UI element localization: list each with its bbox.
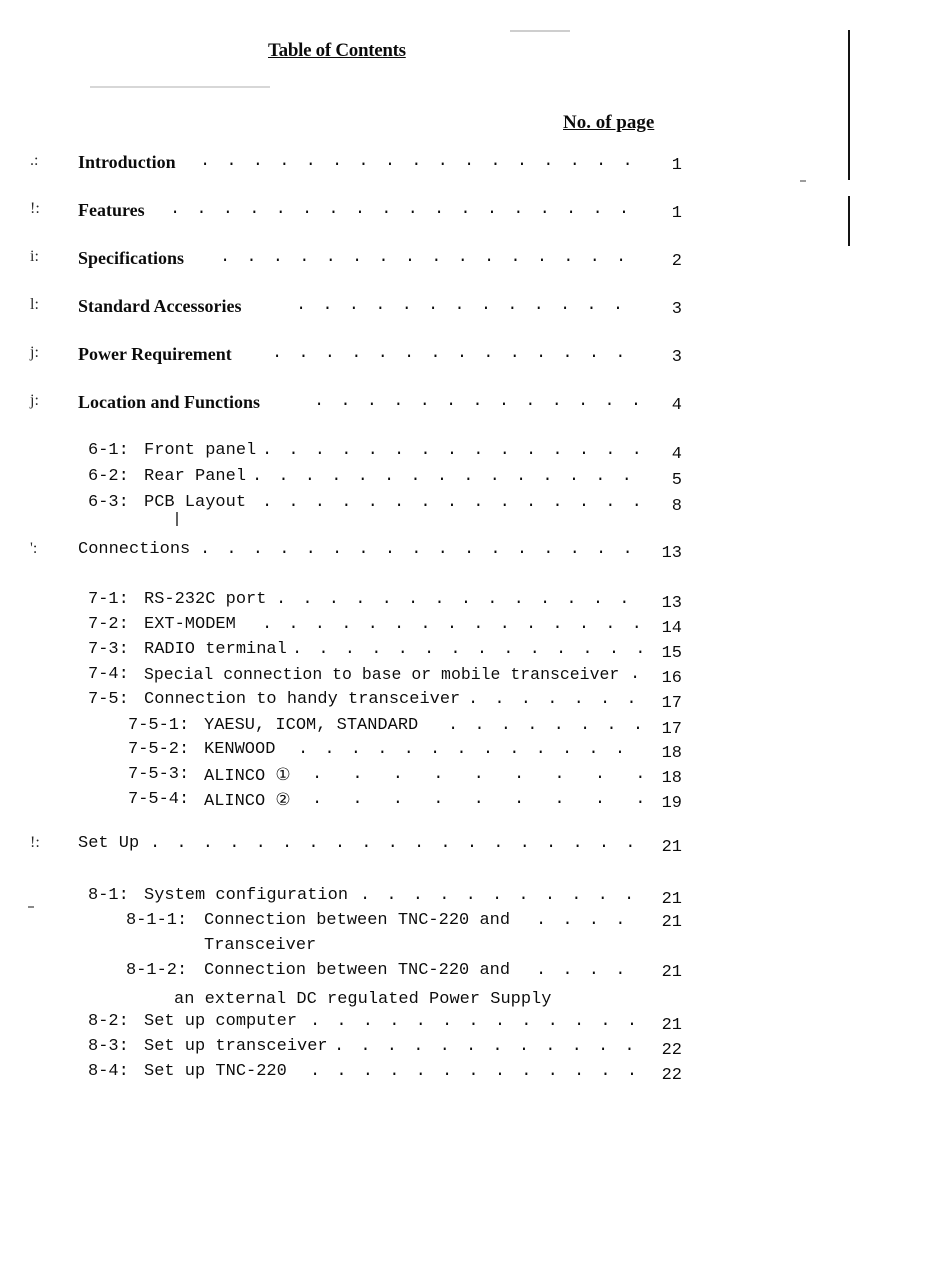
toc-entry-8-1-1 <box>0 911 952 937</box>
entry-number: 7-5-2: <box>128 740 190 759</box>
entry-page-number: 18 <box>642 744 682 763</box>
section-marker: !: <box>30 200 40 217</box>
leader-dots <box>468 690 650 712</box>
entry-page-number: 3 <box>642 348 682 367</box>
entry-page-number: 14 <box>642 619 682 638</box>
toc-entry-8-4 <box>0 1062 952 1088</box>
entry-number: 7-2: <box>88 615 129 634</box>
toc-entry-7-3 <box>0 640 952 666</box>
toc-entry-set-up <box>0 834 952 860</box>
toc-entry-7-5-2 <box>0 740 952 766</box>
entry-number: 8-2: <box>88 1012 129 1031</box>
entry-label: Connection to handy transceiver <box>144 690 466 709</box>
entry-label: KENWOOD <box>204 740 281 759</box>
entry-label: RS-232C port <box>144 590 272 609</box>
entry-page-number: 17 <box>642 694 682 713</box>
leader-dots <box>448 716 650 738</box>
leader-dots <box>170 200 650 222</box>
section-marker: i: <box>30 248 39 265</box>
entry-label: Features <box>78 200 151 221</box>
toc-entry-connections <box>0 540 952 566</box>
toc-entry-introduction <box>0 152 952 178</box>
entry-number: 7-5: <box>88 690 129 709</box>
toc-entry-8-2 <box>0 1012 952 1038</box>
entry-number: 7-5-4: <box>128 790 190 809</box>
entry-page-number: 1 <box>642 204 682 223</box>
entry-label: RADIO terminal <box>144 640 293 659</box>
leader-dots <box>272 344 650 366</box>
section-marker: j: <box>30 392 39 409</box>
entry-page-number: 18 <box>642 769 682 788</box>
entry-label-continuation: Transceiver <box>204 936 317 955</box>
toc-entry-power-requirement <box>0 344 952 370</box>
entry-label: PCB Layout <box>144 493 252 512</box>
entry-label: EXT-MODEM <box>144 615 242 634</box>
leader-dots <box>262 441 650 463</box>
entry-number: 6-3: <box>88 493 129 512</box>
entry-label: System configuration <box>144 886 354 905</box>
entry-label: Connection between TNC-220 and <box>204 961 516 980</box>
toc-entry-8-1-2 <box>0 961 952 987</box>
entry-label: ALINCO ① <box>204 765 297 786</box>
entry-page-number: 21 <box>642 1016 682 1035</box>
entry-page-number: 16 <box>642 669 682 688</box>
entry-page-number: 13 <box>642 594 682 613</box>
leader-dots <box>360 886 650 908</box>
scan-noise <box>510 30 570 32</box>
scan-noise <box>28 906 34 908</box>
entry-page-number: 15 <box>642 644 682 663</box>
document-title: Table of Contents <box>268 40 406 61</box>
leader-dots <box>262 493 650 515</box>
page-number-column-header: No. of page <box>563 112 655 133</box>
leader-dots <box>536 911 650 933</box>
entry-page-number: 19 <box>642 794 682 813</box>
entry-page-number: 5 <box>642 471 682 490</box>
toc-entry-7-5 <box>0 690 952 716</box>
toc-entry-7-2 <box>0 615 952 641</box>
leader-dots <box>310 1012 650 1034</box>
entry-label: ALINCO ② <box>204 790 297 811</box>
entry-label: Set up transceiver <box>144 1037 334 1056</box>
entry-number: 7-5-3: <box>128 765 190 784</box>
entry-label-continuation: an external DC regulated Power Supply <box>174 990 552 1009</box>
entry-label: Connection between TNC-220 and <box>204 911 516 930</box>
leader-dots <box>312 765 650 787</box>
entry-label: Power Requirement <box>78 344 238 365</box>
leader-dots <box>310 1062 650 1084</box>
entry-label: Connections <box>78 540 196 559</box>
entry-label: Introduction <box>78 152 182 173</box>
entry-page-number: 21 <box>642 963 682 982</box>
entry-label: Specifications <box>78 248 190 269</box>
leader-dots <box>292 640 650 662</box>
toc-entry-8-1 <box>0 886 952 912</box>
entry-number: 6-2: <box>88 467 129 486</box>
entry-number: 8-1-2: <box>126 961 188 980</box>
entry-label: Set Up <box>78 834 145 853</box>
leader-dots <box>536 961 650 983</box>
entry-label: Location and Functions <box>78 392 266 413</box>
leader-dots <box>220 248 650 270</box>
section-marker: ': <box>30 540 38 557</box>
entry-page-number: 21 <box>642 913 682 932</box>
entry-page-number: 21 <box>642 838 682 857</box>
scan-margin-line <box>848 30 850 180</box>
entry-page-number: 2 <box>642 252 682 271</box>
section-marker: j: <box>30 344 39 361</box>
entry-label: Rear Panel <box>144 467 252 486</box>
toc-entry-7-5-3 <box>0 765 952 791</box>
leader-dots <box>200 540 650 562</box>
leader-dots <box>334 1037 650 1059</box>
leader-dots <box>312 790 650 812</box>
entry-page-number: 17 <box>642 720 682 739</box>
toc-entry-6-3 <box>0 493 952 519</box>
toc-entry-features <box>0 200 952 226</box>
toc-entry-location-and-functions <box>0 392 952 418</box>
entry-number: 8-1-1: <box>126 911 188 930</box>
scan-noise <box>800 180 806 182</box>
entry-page-number: 13 <box>642 544 682 563</box>
leader-dots <box>314 392 650 414</box>
entry-label: Standard Accessories <box>78 296 248 317</box>
entry-page-number: 22 <box>642 1066 682 1085</box>
toc-entry-7-4 <box>0 665 952 691</box>
entry-number: 7-1: <box>88 590 129 609</box>
entry-page-number: 4 <box>642 445 682 464</box>
leader-dots <box>296 296 650 318</box>
entry-page-number: 1 <box>642 156 682 175</box>
toc-entry-7-5-4 <box>0 790 952 816</box>
toc-entry-7-1 <box>0 590 952 616</box>
section-marker: !: <box>30 834 40 851</box>
entry-page-number: 4 <box>642 396 682 415</box>
entry-label: Front panel <box>144 441 262 460</box>
entry-label: YAESU, ICOM, STANDARD <box>204 716 424 735</box>
toc-entry-specifications <box>0 248 952 274</box>
leader-dots <box>276 590 650 612</box>
entry-page-number: 3 <box>642 300 682 319</box>
toc-entry-6-1 <box>0 441 952 467</box>
entry-number: 8-4: <box>88 1062 129 1081</box>
toc-entry-7-5-1 <box>0 716 952 742</box>
entry-number: 7-3: <box>88 640 129 659</box>
toc-entry-8-3 <box>0 1037 952 1063</box>
entry-number: 8-3: <box>88 1037 129 1056</box>
entry-number: 7-5-1: <box>128 716 190 735</box>
leader-dots <box>262 615 650 637</box>
entry-label: Set up computer <box>144 1012 303 1031</box>
entry-number: 8-1: <box>88 886 129 905</box>
section-marker: l: <box>30 296 39 313</box>
entry-label: Special connection to base or mobile transceiver <box>144 665 625 684</box>
leader-dots <box>150 834 650 856</box>
section-marker: .: <box>30 152 39 169</box>
entry-label: Set up TNC-220 <box>144 1062 293 1081</box>
entry-page-number: 8 <box>642 497 682 516</box>
leader-dots <box>252 467 650 489</box>
toc-entry-standard-accessories <box>0 296 952 322</box>
scan-noise <box>90 86 270 88</box>
leader-dots <box>200 152 650 174</box>
entry-page-number: 22 <box>642 1041 682 1060</box>
entry-page-number: 21 <box>642 890 682 909</box>
toc-entry-6-2 <box>0 467 952 493</box>
leader-dots <box>298 740 650 762</box>
entry-number: 7-4: <box>88 665 129 684</box>
scan-margin-line <box>848 196 850 246</box>
entry-number: 6-1: <box>88 441 129 460</box>
